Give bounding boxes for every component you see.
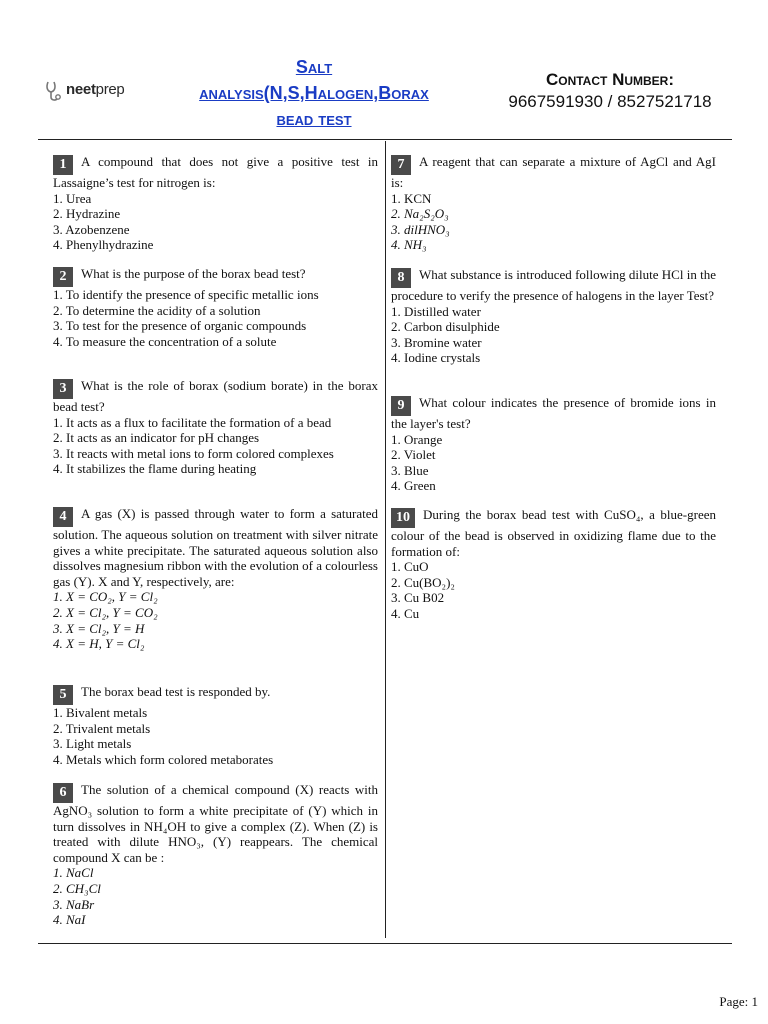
option: 4. To measure the concentration of a solute — [53, 333, 277, 349]
question-text: What is the role of borax (sodium borate) in the borax bead test? — [53, 378, 378, 414]
option: 3. NaBr — [53, 896, 95, 912]
question-text: The borax bead test is responded by. — [81, 684, 271, 699]
page-title — [140, 54, 488, 132]
option: 4. Cu — [391, 605, 420, 621]
question-text: What is the purpose of the borax bead test? — [81, 266, 306, 281]
title-line-3: bead test — [276, 109, 352, 129]
option: 4. NH₃ — [391, 237, 427, 253]
option: 3. To test for the presence of organic compounds — [53, 318, 307, 334]
title-line-2: analysis(N,S,Halogen,Borax — [199, 83, 429, 103]
question-number: 8 — [391, 268, 411, 288]
question-1 — [53, 154, 378, 253]
option: 3. Bromine water — [391, 334, 482, 350]
option: 3. Light metals — [53, 736, 132, 752]
option: 3. dilHNO₃ — [391, 221, 450, 237]
question-8 — [391, 267, 716, 366]
contact-block — [490, 69, 730, 113]
option: 3. Cu B02 — [391, 590, 445, 606]
question-text: A compound that does not give a positive test in Lassaigne’s test for nitrogen is: — [53, 154, 378, 190]
question-5 — [53, 684, 378, 767]
option: 1. To identify the presence of specific metallic ions — [53, 287, 319, 302]
logo-text: neetprep — [66, 81, 125, 98]
option: 3. X = Cl₂, Y = H — [53, 620, 145, 636]
option: 4. X = H, Y = Cl₂ — [53, 636, 145, 652]
question-number: 3 — [53, 379, 73, 399]
option: 4. Green — [391, 478, 436, 494]
question-text: What substance is introduced following dilute HCl in the procedure to verify the presence of halogens in the layer Test? — [391, 267, 716, 303]
question-text: A reagent that can separate a mixture of AgCl and AgI is: — [391, 154, 716, 190]
option: 1. It acts as a flux to facilitate the formation of a bead — [53, 414, 332, 430]
footer-divider — [38, 943, 732, 944]
question-number: 5 — [53, 685, 73, 705]
option: 1. X = CO₂, Y = Cl₂ — [53, 589, 158, 605]
option: 2. Cu(BO₂)₂ — [391, 574, 455, 590]
option: 4. Phenylhydrazine — [53, 237, 154, 253]
column-divider — [385, 141, 386, 938]
question-3 — [53, 378, 378, 477]
option: 2. Na₂S₂O₃ — [391, 206, 449, 222]
contact-label: Contact Number: — [545, 70, 675, 89]
option: 3. It reacts with metal ions to form colored complexes — [53, 445, 334, 461]
question-number: 4 — [53, 507, 73, 527]
neetprep-logo — [44, 79, 140, 103]
header-divider — [38, 139, 732, 140]
question-number: 7 — [391, 155, 411, 175]
question-text: The solution of a chemical compound (X) reacts with AgNO₃ solution to form a white precipitate of (Y) which in turn dissolves in NH₄OH to give a complex (Z). When (Z) is treated with dilute HNO₃, (Y) reappears. The chemical compound X can be : — [53, 782, 378, 865]
question-text: What colour indicates the presence of bromide ions in the layer's test? — [391, 395, 716, 431]
option: 2. X = Cl₂, Y = CO₂ — [53, 604, 158, 620]
question-10 — [391, 507, 716, 622]
question-number: 2 — [53, 267, 73, 287]
option: 1. Bivalent metals — [53, 705, 148, 720]
option: 2. Violet — [391, 447, 436, 463]
option: 3. Azobenzene — [53, 221, 130, 237]
option: 4. Iodine crystals — [391, 350, 481, 366]
question-4 — [53, 506, 378, 652]
option: 4. Metals which form colored metaborates — [53, 751, 274, 767]
option: 1. Distilled water — [391, 303, 481, 319]
question-number: 9 — [391, 396, 411, 416]
option: 2. Trivalent metals — [53, 720, 151, 736]
question-2 — [53, 266, 378, 349]
stethoscope-icon — [44, 79, 66, 103]
option: 1. Urea — [53, 190, 92, 206]
option: 4. NaI — [53, 912, 86, 928]
title-line-1: Salt — [295, 57, 333, 77]
question-number: 6 — [53, 783, 73, 803]
question-6 — [53, 782, 378, 928]
option: 2. Carbon disulphide — [391, 319, 500, 335]
option: 4. It stabilizes the flame during heating — [53, 461, 257, 477]
option: 2. To determine the acidity of a solution — [53, 302, 261, 318]
option: 3. Blue — [391, 462, 429, 478]
option: 1. CuO — [391, 559, 429, 575]
contact-numbers: 9667591930 / 8527521718 — [508, 92, 712, 111]
option: 1. Orange — [391, 431, 443, 447]
question-text: During the borax bead test with CuSO₄, a blue-green colour of the bead is observed in oxidizing flame due to the formation of: — [391, 507, 716, 559]
question-number: 10 — [391, 508, 415, 528]
question-number: 1 — [53, 155, 73, 175]
question-7 — [391, 154, 716, 253]
option: 2. It acts as an indicator for pH changes — [53, 430, 260, 446]
page-number: Page: 1 — [719, 994, 758, 1009]
option: 1. NaCl — [53, 865, 94, 881]
option: 2. Hydrazine — [53, 206, 121, 222]
option: 1. KCN — [391, 190, 432, 206]
question-text: A gas (X) is passed through water to form a saturated solution. The aqueous solution on treatment with silver nitrate gives a white precipitate. The saturated aqueous solution also dissolves magnesium ribbon with the evolution of a colourless gas (Y). X and Y, respectively, are: — [53, 506, 378, 589]
question-9 — [391, 395, 716, 494]
option: 2. CH₃Cl — [53, 880, 101, 896]
